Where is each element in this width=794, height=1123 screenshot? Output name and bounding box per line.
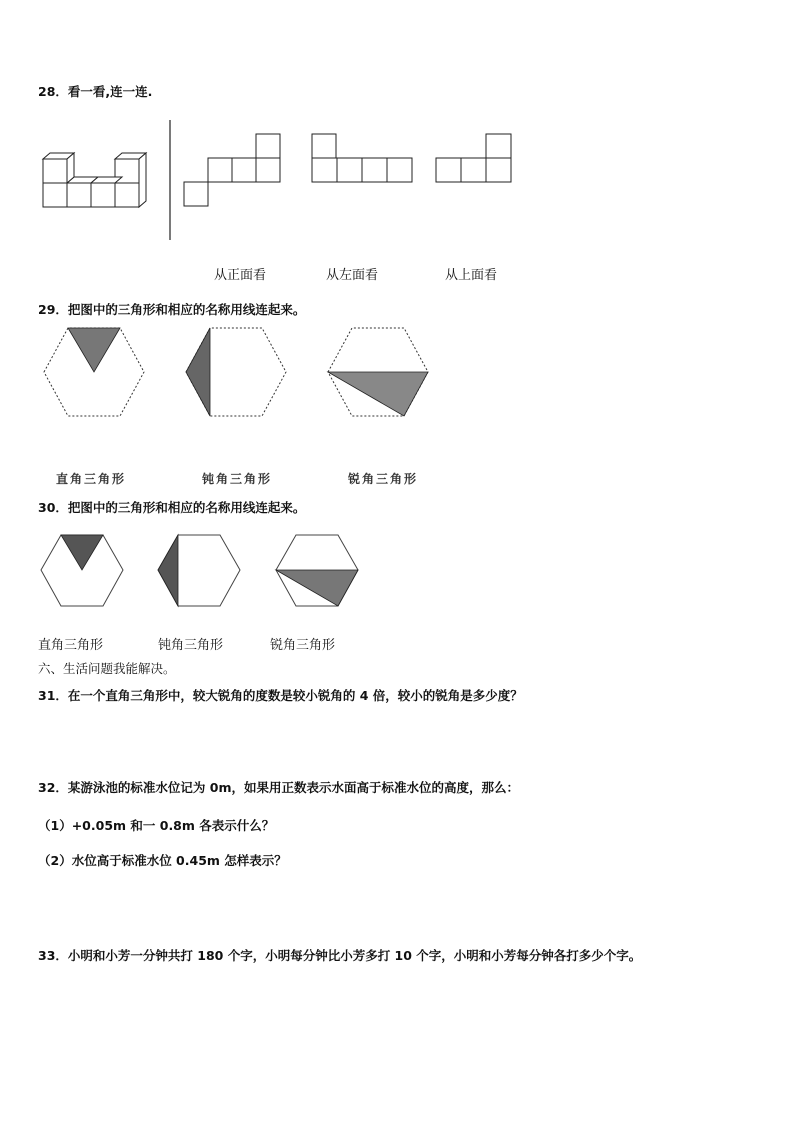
q30-figures <box>38 532 368 612</box>
view-label-front: 从正面看 <box>214 268 267 283</box>
q29-name-right: 直角三角形 <box>56 472 127 486</box>
q29-name-acute: 锐角三角形 <box>348 472 419 486</box>
q30-name-right: 直角三角形 <box>38 638 104 653</box>
q32-text: 32．某游泳池的标准水位记为 0m，如果用正数表示水面高于标准水位的高度，那么： <box>38 780 519 795</box>
q28-title: 28．看一看,连一连. <box>38 84 153 99</box>
q33-text: 33．小明和小芳一分钟共打 180 个字，小明每分钟比小芳多打 10 个字，小明和小芳每分钟各打多少个字。 <box>38 948 642 963</box>
triangle-2 <box>186 328 210 416</box>
q31-text: 31．在一个直角三角形中，较大锐角的度数是较小锐角的 4 倍，较小的锐角是多少度？ <box>38 688 523 703</box>
section-heading: 六、生活问题我能解决。 <box>38 661 176 676</box>
q29-name-obtuse: 钝角三角形 <box>202 472 273 486</box>
view-shape-3 <box>436 134 511 182</box>
q32-part2: （2）水位高于标准水位 0.45m 怎样表示？ <box>38 853 287 868</box>
q29-title: 29．把图中的三角形和相应的名称用线连起来。 <box>38 302 306 317</box>
q30-name-acute: 锐角三角形 <box>270 638 336 653</box>
cube-model <box>43 153 146 207</box>
q32-part1: （1）+0.05m 和一 0.8m 各表示什么？ <box>38 818 275 833</box>
view-label-left: 从左面看 <box>326 268 379 283</box>
q28-figures <box>38 118 538 246</box>
triangle-5 <box>158 535 178 606</box>
view-shape-1 <box>184 134 280 206</box>
q30-name-obtuse: 钝角三角形 <box>158 638 224 653</box>
view-label-top: 从上面看 <box>445 268 498 283</box>
q29-figures <box>38 324 458 420</box>
view-shape-2 <box>312 134 412 182</box>
q30-title: 30．把图中的三角形和相应的名称用线连起来。 <box>38 500 306 515</box>
